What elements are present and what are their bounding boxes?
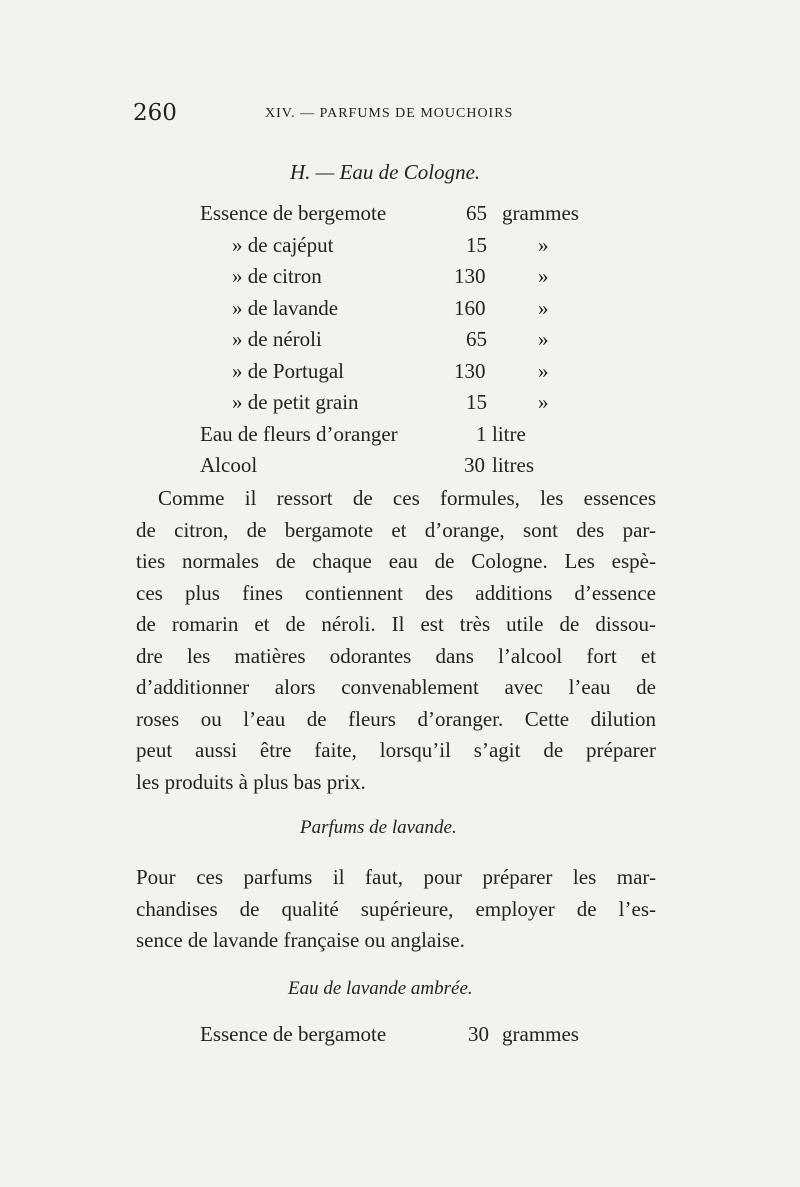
ingredient-unit: » — [538, 264, 549, 288]
recipe-table-eau-de-cologne — [200, 201, 620, 485]
recipe-row — [200, 422, 620, 454]
ingredient-name: » de Portugal — [232, 358, 344, 383]
ingredient-qty: 65 — [466, 201, 487, 225]
ingredient-qty: 30 — [464, 453, 485, 477]
recipe-row — [200, 390, 620, 422]
text-line: Pour ces parfums il faut, pour préparer les mar- — [136, 865, 656, 889]
ingredient-unit: » — [538, 390, 549, 414]
ingredient-name: » de cajéput — [232, 232, 334, 257]
paragraph-formulas — [136, 483, 656, 798]
section-title-parfums-de-lavande: Parfums de lavande. — [300, 817, 457, 838]
paragraph-lavande — [136, 862, 656, 957]
ingredient-name: » de lavande — [232, 295, 339, 320]
page-header — [133, 100, 653, 130]
section-title-eau-de-cologne: H. — Eau de Cologne. — [290, 160, 481, 184]
recipe-row — [200, 201, 620, 233]
text-line: d’additionner alors convenablement avec l’eau de — [136, 675, 656, 699]
ingredient-unit: » — [538, 358, 549, 383]
running-head: XIV. — PARFUMS DE MOUCHOIRS — [265, 106, 514, 121]
ingredient-unit: grammes — [502, 1022, 579, 1046]
text-line: de citron, de bergamote et d’orange, sont des par- — [136, 517, 656, 542]
ingredient-name: » de petit grain — [232, 390, 359, 414]
recipe-row — [200, 453, 620, 485]
ingredient-qty: 130 — [454, 358, 486, 383]
ingredient-qty: 15 — [466, 232, 487, 257]
ingredient-unit: grammes — [502, 201, 579, 225]
text-line: sence de lavande française ou anglaise. — [136, 928, 465, 952]
text-line: Comme il ressort de ces formules, les essences — [158, 486, 656, 510]
ingredient-unit: » — [538, 295, 549, 320]
ingredient-qty: 65 — [466, 327, 487, 351]
ingredient-qty: 160 — [454, 295, 486, 320]
recipe-table-eau-de-lavande-ambree — [200, 1022, 620, 1054]
ingredient-name: » de néroli — [232, 327, 322, 351]
ingredient-qty: 130 — [454, 264, 486, 288]
recipe-row — [200, 233, 620, 265]
text-line: ces plus fines contiennent des additions d’essence — [136, 580, 656, 605]
ingredient-qty: 15 — [466, 390, 487, 414]
text-line: les produits à plus bas prix. — [136, 769, 366, 794]
ingredient-unit: litres — [492, 453, 534, 477]
recipe-row — [200, 359, 620, 391]
recipe-row — [200, 264, 620, 296]
text-line: dre les matières odorantes dans l’alcool fort et — [136, 643, 656, 668]
ingredient-unit: » — [538, 232, 549, 257]
section-title-eau-de-lavande-ambree: Eau de lavande ambrée. — [288, 978, 473, 999]
text-line: chandises de qualité supérieure, employer de l’es- — [136, 896, 656, 921]
ingredient-unit: litre — [492, 421, 526, 446]
ingredient-name: » de citron — [232, 264, 322, 288]
ingredient-qty: 1 — [476, 421, 487, 446]
page-number: 260 — [133, 100, 177, 126]
text-line: de romarin et de néroli. Il est très utile de dissou- — [136, 612, 656, 636]
ingredient-unit: » — [538, 327, 549, 351]
text-line: roses ou l’eau de fleurs d’oranger. Cette dilution — [136, 706, 656, 731]
recipe-row — [200, 296, 620, 328]
text-line: ties normales de chaque eau de Cologne. Les espè- — [136, 549, 656, 573]
ingredient-name: Essence de bergamote — [200, 1022, 387, 1046]
ingredient-name: Essence de bergemote — [200, 201, 387, 225]
ingredient-name: Eau de fleurs d’oranger — [200, 421, 398, 446]
recipe-row — [200, 1022, 620, 1054]
ingredient-name: Alcool — [200, 453, 258, 477]
recipe-row — [200, 327, 620, 359]
text-line: peut aussi être faite, lorsqu’il s’agit de préparer — [136, 738, 656, 762]
ingredient-qty: 30 — [468, 1022, 489, 1046]
